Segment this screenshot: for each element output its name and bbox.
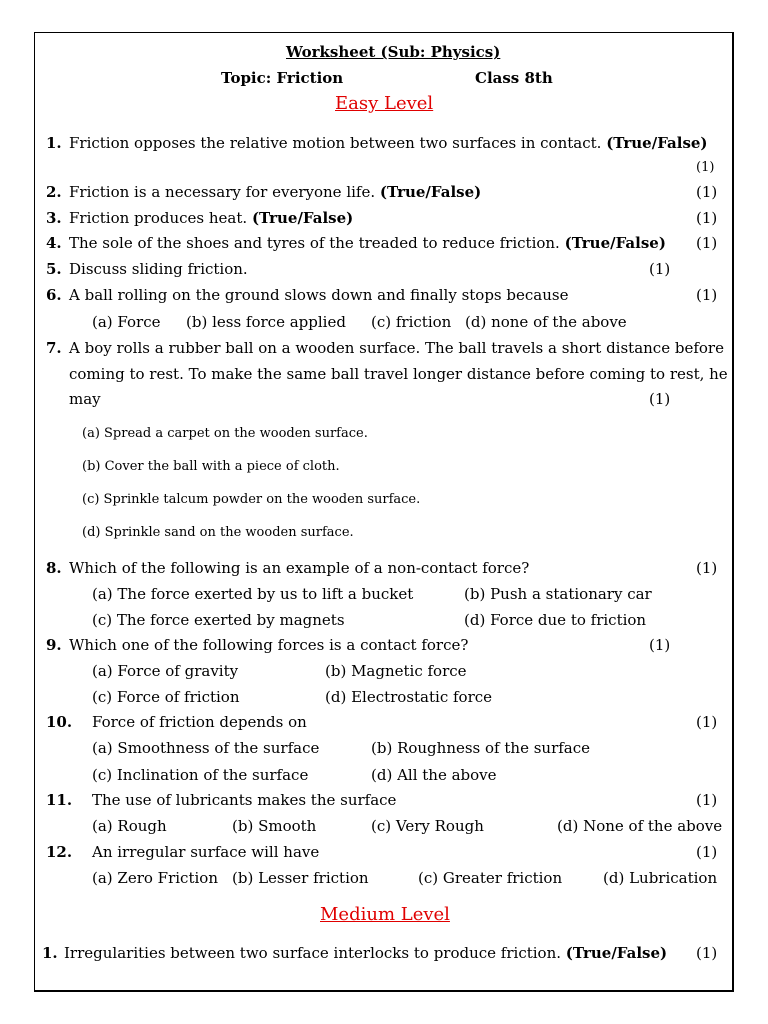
class-label: Class 8th	[475, 69, 553, 87]
question-number: 11.	[46, 791, 73, 809]
option: (b) Magnetic force	[325, 662, 467, 680]
question-number: 12.	[46, 843, 73, 861]
question-number: 7.	[46, 339, 62, 357]
option: (b) Push a stationary car	[464, 585, 652, 603]
question-number: 1.	[46, 134, 62, 152]
option: (c) Very Rough	[371, 817, 484, 835]
option: (d) All the above	[371, 766, 497, 784]
option: (a) Smoothness of the surface	[92, 739, 320, 757]
question-text-line: A boy rolls a rubber ball on a wooden surface. The ball travels a short distance before	[69, 339, 724, 357]
option: (d) None of the above	[557, 817, 723, 835]
question-number: 1.	[42, 944, 58, 962]
question-marks: (1)	[696, 209, 718, 227]
question-marks: (1)	[696, 160, 715, 175]
question-number: 10.	[46, 713, 73, 731]
option: (d) Force due to friction	[464, 611, 647, 629]
question-text-line: may	[69, 390, 101, 408]
question-marks: (1)	[649, 636, 671, 654]
question-text: Force of friction depends on	[92, 713, 307, 731]
question-text: The use of lubricants makes the surface	[92, 791, 397, 809]
question-text: Which one of the following forces is a contact force?	[69, 636, 469, 654]
option: (c) Force of friction	[92, 688, 240, 706]
option: (c) Inclination of the surface	[92, 766, 309, 784]
question-marks: (1)	[696, 791, 718, 809]
option: (b) Roughness of the surface	[371, 739, 591, 757]
question-marks: (1)	[696, 286, 718, 304]
easy-level-heading: Easy Level	[335, 93, 434, 114]
question-text: Friction produces heat. (True/False)	[69, 209, 354, 227]
question-marks: (1)	[696, 944, 718, 962]
question-text: A ball rolling on the ground slows down and finally stops because	[69, 286, 569, 304]
question-number: 8.	[46, 559, 62, 577]
option: (c) friction	[371, 313, 452, 331]
question-text: Friction is a necessary for everyone life. (True/False)	[69, 183, 482, 201]
question-marks: (1)	[649, 260, 671, 278]
question-number: 4.	[46, 234, 62, 252]
option: (c) Sprinkle talcum powder on the wooden surface.	[82, 492, 421, 507]
option: (b) Smooth	[232, 817, 317, 835]
option: (d) Lubrication	[603, 869, 718, 887]
option: (d) Electrostatic force	[325, 688, 493, 706]
option: (a) Force	[92, 313, 161, 331]
question-text: The sole of the shoes and tyres of the treaded to reduce friction. (True/False)	[69, 234, 666, 252]
question-number: 9.	[46, 636, 62, 654]
option: (a) Spread a carpet on the wooden surface.	[82, 426, 368, 441]
question-number: 2.	[46, 183, 62, 201]
option: (a) Rough	[92, 817, 167, 835]
question-marks: (1)	[696, 183, 718, 201]
option: (d) none of the above	[465, 313, 627, 331]
option: (d) Sprinkle sand on the wooden surface.	[82, 525, 354, 540]
option: (a) Zero Friction	[92, 869, 218, 887]
option: (b) Cover the ball with a piece of cloth.	[82, 459, 340, 474]
worksheet-title: Worksheet (Sub: Physics)	[286, 43, 501, 61]
option: (b) less force applied	[186, 313, 346, 331]
option: (b) Lesser friction	[232, 869, 369, 887]
question-marks: (1)	[696, 559, 718, 577]
option: (c) Greater friction	[418, 869, 563, 887]
question-text: Irregularities between two surface interlocks to produce friction. (True/False)	[64, 944, 668, 962]
question-text: Discuss sliding friction.	[69, 260, 248, 278]
question-marks: (1)	[696, 234, 718, 252]
question-number: 6.	[46, 286, 62, 304]
question-number: 5.	[46, 260, 62, 278]
question-text: Which of the following is an example of a non-contact force?	[69, 559, 530, 577]
medium-level-heading: Medium Level	[320, 904, 450, 925]
option: (a) Force of gravity	[92, 662, 239, 680]
question-text: An irregular surface will have	[92, 843, 320, 861]
question-number: 3.	[46, 209, 62, 227]
option: (a) The force exerted by us to lift a bucket	[92, 585, 414, 603]
question-marks: (1)	[696, 713, 718, 731]
question-text-line: coming to rest. To make the same ball travel longer distance before coming to rest, he	[69, 365, 728, 383]
question-marks: (1)	[649, 390, 671, 408]
topic-label: Topic: Friction	[221, 69, 344, 87]
option: (c) The force exerted by magnets	[92, 611, 345, 629]
question-text: Friction opposes the relative motion between two surfaces in contact. (True/False)	[69, 134, 708, 152]
question-marks: (1)	[696, 843, 718, 861]
